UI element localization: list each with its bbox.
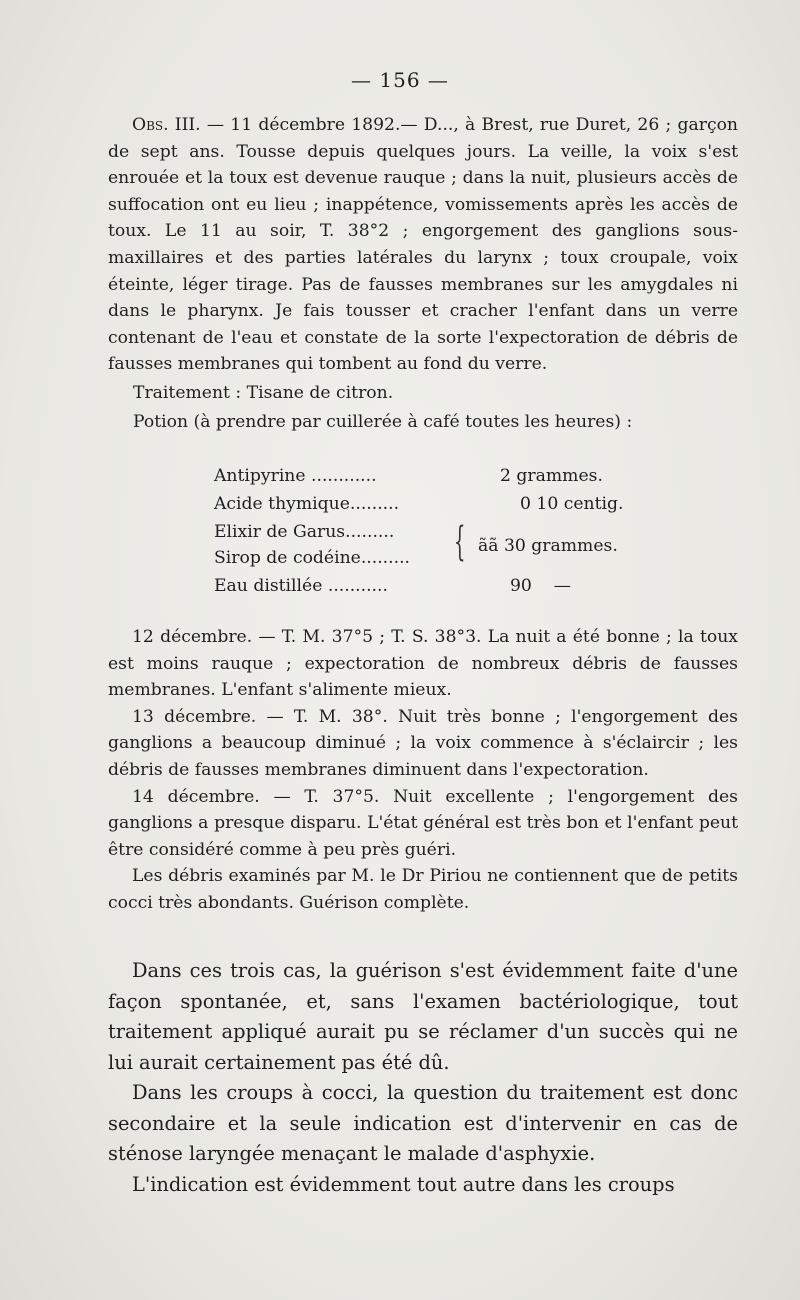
prescription-row [214,466,654,490]
obs-text: — 11 décembre 1892.— D..., à Brest, rue Duret, 26 ; garçon de sept ans. Tousse depuis quelques jours. La veille, la voix s'est enrouée et la toux est devenue rauque ; dans la nuit, plusieurs accès de suffocation ont eu lieu ; inappétence, vomissements après les accès de toux. Le 11 au soir, T. 38°2 ; engorgement des ganglions sous-maxillaires et des parties latérales du larynx ; toux croupale, voix éteinte, léger tirage. Pas de fausses membranes sur les amygdales ni dans le pharynx. Je fais tousser et cracher l'enfant dans un verre contenant de l'eau et constate de la sorte l'expectoration de débris de fausses membranes qui tombent au fond du verre. [108,115,739,375]
discussion-paragraph: L'indication est évidemment tout autre dans les croups [132,1172,675,1196]
treatment-line: Traitement : Tisane de citron. [133,383,394,403]
entry-13-decembre: 13 décembre. — T. M. 38°. Nuit très bonne ; l'engorgement des ganglions a beaucoup diminué ; la voix commence à s'éclaircir ; les débris de fausses membranes diminuent dans l'expectoration. [108,706,738,780]
prescription-row [214,576,654,600]
grouping-brace: { [454,519,466,565]
entry-12-decembre: 12 décembre. — T. M. 37°5 ; T. S. 38°3. La nuit a été bonne ; la toux est moins rauque ; expectoration de nombreux débris de fausses membranes. L'enfant s'alimente mieux. [108,627,738,701]
observation-paragraph [108,112,738,378]
ingredient-name: Acide thymique......... [214,494,400,514]
obs-label: Obs. III. [132,115,201,135]
page-number: — 156 — [351,68,449,92]
discussion-paragraph: Dans les croups à cocci, la question du traitement est donc secondaire et la seule indication est d'intervenir en cas de sténose laryngée menaçant le malade d'asphyxie. [108,1081,738,1165]
ingredient-quantity: 90 — [510,576,571,596]
discussion-paragraph: Dans ces trois cas, la guérison s'est évidemment faite d'une façon spontanée, et, sans l'examen bactériologique, tout traitement appliqué aurait pu se réclamer d'un succès qui ne lui aurait certainement pas été dû. [108,959,738,1074]
potion-line: Potion (à prendre par cuillerée à café toutes les heures) : [133,412,633,432]
ingredient-name: Sirop de codéine......... [214,548,410,568]
ingredient-quantity: 2 grammes. [500,466,603,486]
prescription-row [214,536,654,560]
prescription-row [214,494,654,518]
ingredient-name: Eau distillée ........... [214,576,388,596]
discussion [108,956,738,1200]
ingredient-name: Antipyrine ............ [214,466,377,486]
ingredient-name: Elixir de Garus......... [214,522,395,542]
ingredient-quantity: 0 10 centig. [520,494,624,514]
entry-14-decembre: 14 décembre. — T. 37°5. Nuit excellente ; l'engorgement des ganglions a presque disparu. L'état général est très bon et l'enfant peut être considéré comme à peu près guéri. [108,786,738,860]
daily-entries [108,624,738,917]
debris-paragraph: Les débris examinés par M. le Dr Piriou ne contiennent que de petits cocci très abondants. Guérison complète. [108,866,738,913]
ingredient-quantity: ãã 30 grammes. [478,536,618,556]
